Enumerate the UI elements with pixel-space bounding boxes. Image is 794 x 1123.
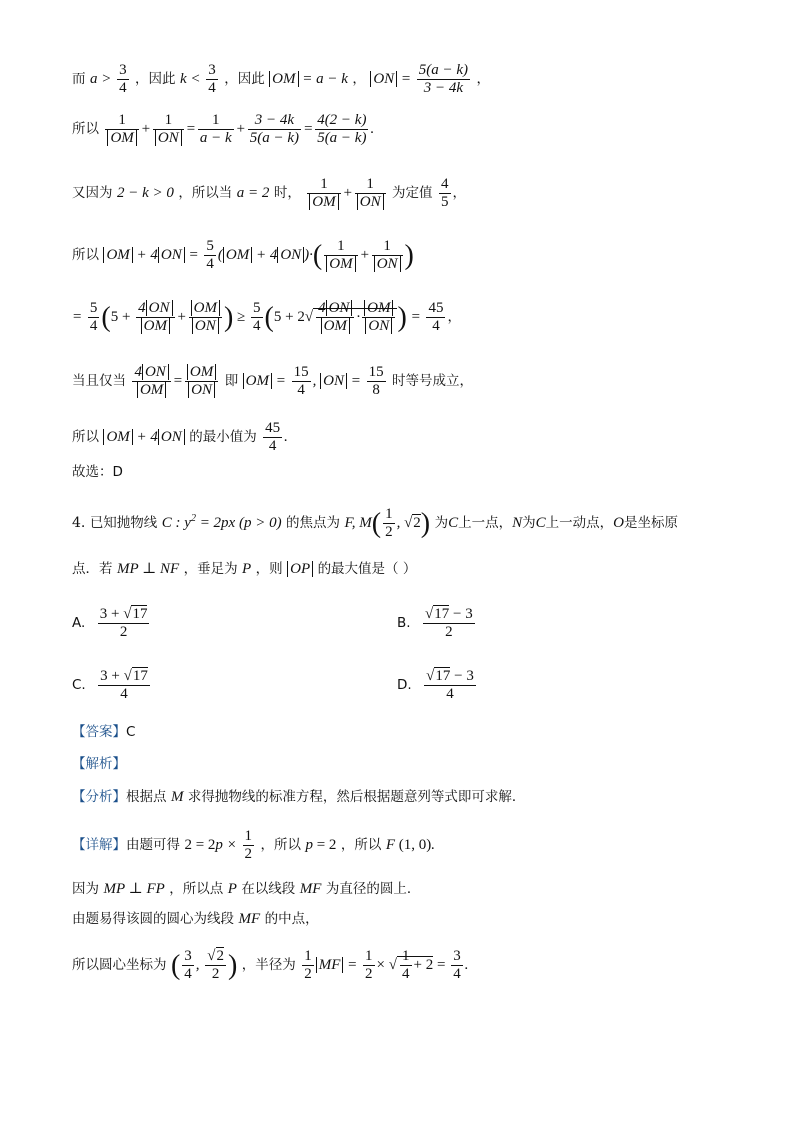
text: ，所以 <box>340 837 382 854</box>
option-label: A. <box>72 615 86 632</box>
math: ( $\frac{3}{4}$ , $\frac{√2}{2}$ ) <box>170 948 238 983</box>
math: OP <box>287 561 313 577</box>
math: MP ⊥ NF <box>116 561 180 577</box>
text: 而 <box>72 71 86 88</box>
line-3: 又因为 2 − k > 0 ，所以当 a = 2 时， $\frac{1}{OM}$ + $\frac{1}{ON}$ 为定值 $\frac{4}{5}$ ， <box>72 176 466 211</box>
math: OM = a − k <box>269 71 348 87</box>
math: F, M( $\frac{1}{2}$ , √2) <box>344 506 431 541</box>
math: p = 2 <box>305 837 337 854</box>
text: 时， <box>273 185 301 202</box>
text: 所以 <box>72 247 99 264</box>
math: a = 2 <box>236 185 270 202</box>
text: ， <box>352 71 366 88</box>
answer-line <box>72 724 135 741</box>
analysis-label: 【解析】 <box>72 756 126 772</box>
text: 即 <box>224 373 239 390</box>
text: 为 <box>522 515 536 532</box>
text: ，所以点 <box>169 881 224 897</box>
text: ，垂足为 <box>183 561 238 577</box>
math: $\frac{1}{OM}$ + $\frac{1}{ON}$ = $\frac{1}{a - k}$ + $\frac{3 - 4k}{5(a - k)}$ = $\frac{4(2 - k)}{5(a - k)}$ . <box>103 121 374 137</box>
math: ON = $\frac{5(a - k)}{3 - 4k}$ <box>370 71 472 87</box>
text: 当且仅当 <box>72 373 126 390</box>
solution-line-3 <box>72 948 468 984</box>
text: ，所以 <box>260 837 301 854</box>
math: 2 − k > 0 <box>116 185 174 202</box>
line-5: = $\frac{5}{4}$ (5 + $\frac{4 ON}{OM}$ + $\frac{OM}{ON}$ ) ≥ $\frac{5}{4}$ (5 + 2√ $\frac{4 ON}{OM}$ · $\frac{OM}{ON}$ ) = $\frac{45}{4}$ ， <box>72 300 461 335</box>
line-4 <box>72 238 414 274</box>
math: OM + 4 ON <box>103 429 184 445</box>
text: 在以线段 <box>241 881 296 897</box>
math: = $\frac{5}{4}$ (5 + $\frac{4 ON}{OM}$ + $\frac{OM}{ON}$ ) ≥ $\frac{5}{4}$ (5 + 2√ $\frac{4 ON}{OM}$ · $\frac{OM}{ON}$ ) = $\frac{45}{4}$ <box>72 300 444 335</box>
text: 根据点 <box>126 789 167 805</box>
text: 上一点， <box>458 515 513 532</box>
math: $\frac{4}{5}$ <box>441 176 449 211</box>
line-1: 而 a > $\frac{3}{4}$ ，因此 k < $\frac{3}{4}$ ，因此 OM = a − k ， ON = $\frac{5(a - k)}{3 - 4k}$ ， <box>72 62 491 97</box>
option-c[interactable]: C. $\frac{3 + √17}{4}$ <box>72 668 148 703</box>
text: ，则 <box>255 561 283 577</box>
text: 的焦点为 <box>286 515 341 532</box>
text: 已知抛物线 <box>89 515 158 532</box>
text: ，因此 <box>224 71 265 88</box>
math: 2 = 2p × $\frac{1}{2}$ <box>184 828 253 863</box>
fenxi-label: 【分析】 <box>72 789 126 805</box>
text: 由题可得 <box>126 837 180 854</box>
math: F (1, 0). <box>385 837 435 854</box>
question-line-2 <box>72 560 416 578</box>
fenxi-line: 【分析】根据点 M 求得抛物线的标准方程，然后根据题意列等式即可求解． <box>72 789 526 805</box>
option-d[interactable]: D. $\frac{√17 - 3}{4}$ <box>397 668 474 703</box>
text: ，所以当 <box>178 185 233 202</box>
solution-line-2: 由题易得该圆的圆心为线段 MF 的中点， <box>72 911 319 927</box>
math: C : $y^2 = 2px$ (p > 0) <box>161 513 282 532</box>
option-label: C. <box>72 677 86 694</box>
text: 为定值 <box>392 185 433 202</box>
option-a[interactable]: A. $\frac{3 + √17}{2}$ <box>72 606 148 641</box>
answer-value: C <box>126 724 136 740</box>
text: 是坐标原 <box>623 515 678 532</box>
math: $\frac{4 ON}{OM}$ = $\frac{OM}{ON}$ <box>130 373 220 389</box>
answer-label: 【答案】 <box>72 724 126 740</box>
text: 由题易得该圆的圆心为线段 <box>72 911 234 927</box>
option-b[interactable]: B. $\frac{√17 - 3}{2}$ <box>397 606 473 641</box>
option-label: D. <box>397 677 412 694</box>
text: 又因为 <box>72 185 113 202</box>
question-number: 4. <box>72 515 86 532</box>
math: $\frac{45}{4}$ . <box>265 420 288 455</box>
text: 所以 <box>72 121 99 138</box>
text: ，半径为 <box>241 957 296 974</box>
text: 为 <box>434 515 449 532</box>
text: 点．若 <box>72 561 113 577</box>
math: OM = $\frac{15}{4}$ , ON = $\frac{15}{8}$ <box>243 373 388 389</box>
line-6 <box>72 364 473 400</box>
text: 求得抛物线的标准方程，然后根据题意列等式即可求解． <box>187 789 526 805</box>
line-7 <box>72 420 288 456</box>
text: 的中点， <box>264 911 319 927</box>
math: OM + 4 ON = $\frac{5}{4}$ ( OM + 4 ON )·( $\frac{1}{OM}$ + $\frac{1}{ON}$ ) <box>103 247 413 263</box>
text: ，因此 <box>135 71 176 88</box>
xiangjie-label: 【详解】 <box>72 837 126 854</box>
math: a > $\frac{3}{4}$ <box>89 62 127 97</box>
text: 为直径的圆上． <box>325 881 421 897</box>
line-8: 故选：D <box>72 464 123 480</box>
text: 因为 <box>72 881 99 897</box>
math: P <box>242 561 252 577</box>
text: 时等号成立， <box>392 373 474 390</box>
math: $\frac{1}{2}$ MF = $\frac{1}{2}$ × √ $\frac{1}{4}$ + 2 = $\frac{3}{4}$ . <box>304 948 469 983</box>
math: k < $\frac{3}{4}$ <box>179 62 216 97</box>
question-line-1: 4. 已知抛物线 C : $y^2 = 2px$ (p > 0) 的焦点为 F, M( $\frac{1}{2}$ , √2) 为C上一点，N为C上一动点，O是坐标原 <box>72 506 678 541</box>
solution-line-1: 因为 MP ⊥ FP ，所以点 P 在以线段 MF 为直径的圆上． <box>72 881 421 897</box>
text: 所以圆心坐标为 <box>72 957 167 974</box>
text: 上一动点， <box>545 515 614 532</box>
text: 所以 <box>72 429 99 446</box>
text: 的最小值为 <box>189 429 257 446</box>
line-2 <box>72 112 374 148</box>
math: $\frac{1}{OM}$ + $\frac{1}{ON}$ <box>305 185 387 201</box>
xiangjie-line <box>72 828 435 864</box>
text: 的最大值是（ ） <box>317 561 417 577</box>
option-label: B. <box>397 615 411 632</box>
